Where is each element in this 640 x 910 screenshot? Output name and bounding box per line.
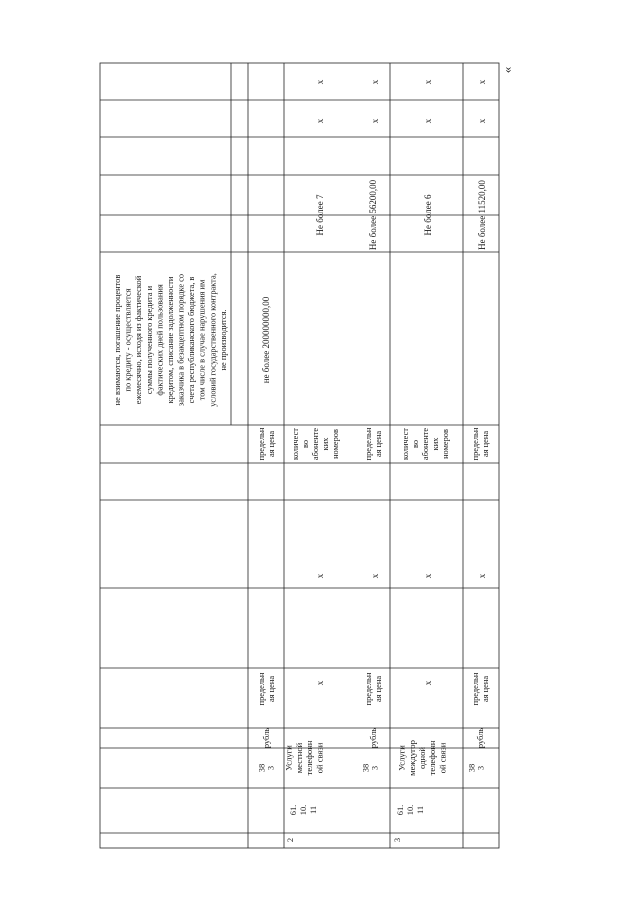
limit-price-label: [471, 427, 490, 460]
row2-mark-line: х: [315, 118, 326, 124]
limit-price-label-line: ая цена: [373, 430, 383, 458]
row2-price-value-line: Не более 56200,00: [368, 179, 379, 251]
limit-price-label-line: ая цена: [373, 675, 383, 703]
row3-mark-line: х: [477, 573, 488, 579]
row2-price-value: [368, 179, 378, 250]
limit-price-label-line: предельн: [470, 672, 480, 706]
okei-code: [257, 764, 275, 772]
row3-mark-line: х: [423, 573, 434, 579]
row3-code-line: 11: [415, 805, 425, 815]
row3-service-name-line: ой связи: [437, 742, 448, 774]
row3-price-value-line: Не более 11520,00: [477, 180, 488, 250]
row2-mark: [315, 118, 325, 123]
limit-price-label-line: ая цена: [480, 675, 490, 703]
unit-label-line: рубль: [368, 727, 378, 749]
subscriber-count-label-line: количест: [400, 428, 410, 460]
row2-subscribers-value-line: Не более 7: [315, 194, 326, 236]
row3-service-name-line: телефонн: [427, 740, 438, 776]
conditions-text-line: ежемесячно, исходя из фактической: [134, 275, 144, 405]
unit-label: [262, 728, 271, 748]
row2-mark: [370, 79, 380, 84]
max-credit-price-line: не более 200000000,00: [261, 296, 272, 384]
row3-mark: [477, 118, 487, 123]
conditions-text-line: том числе в случае нарушения им: [197, 279, 207, 401]
row2-service-name-line: Услуги: [283, 745, 294, 771]
conditions-text-line: не взимаются, погашение процентов: [112, 274, 122, 406]
row3-number: [393, 838, 402, 842]
row2-subscribers-value: [315, 194, 325, 235]
row2-mark: [370, 573, 380, 578]
row3-service-name-line: Услуги: [396, 745, 407, 771]
okei-code-line: 38: [257, 763, 267, 773]
limit-price-label-line: ая цена: [480, 430, 490, 458]
row2-number: [286, 838, 295, 842]
row3-code-line: 61.: [395, 804, 405, 816]
conditions-text-line: кредитом, списание задолженности: [165, 276, 175, 404]
row2-mark-line: х: [315, 573, 326, 579]
row2-mark-line: х: [370, 118, 381, 124]
subscriber-count-label-line: абоненте: [420, 427, 430, 461]
okei-code-line: 38: [361, 763, 371, 773]
max-credit-price: [261, 296, 271, 383]
closing-quote-mark: »: [502, 66, 518, 74]
row2-mark: [370, 118, 380, 123]
okei-code-line: 3: [266, 765, 276, 771]
limit-price-label-line: ая цена: [266, 675, 276, 703]
unit-label-line: рубль: [261, 727, 271, 749]
conditions-text-line: суммы полученного кредита и: [144, 285, 154, 395]
unit-label-line: рубль: [475, 727, 485, 749]
subscriber-count-label-line: номеров: [440, 429, 450, 459]
row2-mark-line: х: [370, 79, 381, 85]
row3-mark: [423, 573, 433, 578]
unit-label: [476, 728, 485, 748]
conditions-text-line: не производится.: [218, 309, 228, 371]
row3-code-line: 10.: [405, 804, 415, 816]
limit-price-label: [364, 672, 383, 705]
okei-code-line: 3: [370, 765, 380, 771]
limit-price-label: [471, 672, 490, 705]
conditions-text: [113, 273, 228, 407]
limit-price-label-line: предельн: [363, 672, 373, 706]
row3-price-value: [477, 180, 487, 250]
subscriber-count-label-line: во: [300, 439, 310, 449]
conditions-text-line: условий государственного контракта,: [208, 273, 218, 407]
okei-code: [467, 764, 485, 772]
row3-mark: [477, 79, 487, 84]
row2-mark: [315, 573, 325, 578]
row3-subscribers-value-line: Не более 6: [423, 194, 434, 236]
limit-price-label: [364, 427, 383, 460]
subscriber-count-label-line: количест: [290, 428, 300, 460]
row2-code-line: 61.: [288, 804, 298, 816]
conditions-text-line: фактических дней пользования: [155, 284, 165, 396]
subscriber-count-label-line: ких: [430, 437, 440, 451]
subscriber-count-label-line: во: [410, 439, 420, 449]
row2-code: [289, 805, 318, 815]
limit-price-label-line: предельн: [256, 427, 266, 461]
row2-number-line: 2: [285, 837, 295, 843]
okei-code: [361, 764, 379, 772]
row3-mark-line: х: [423, 118, 434, 124]
row3-mark-line: х: [423, 79, 434, 85]
row3-mark: [423, 79, 433, 84]
row3-mark-line: х: [477, 118, 488, 124]
conditions-text-line: заказчика в безакцептном порядке со: [176, 273, 186, 407]
okei-code-line: 3: [476, 765, 486, 771]
unit-label: [369, 728, 378, 748]
row3-number-line: 3: [392, 837, 402, 843]
okei-code-line: 38: [467, 763, 477, 773]
subscriber-count-label-line: абоненте: [310, 427, 320, 461]
row2-service-name: [284, 740, 325, 775]
limit-price-label-line: предельн: [256, 672, 266, 706]
row3-service-name-line: междугор: [406, 740, 417, 776]
subscriber-count-label-line: ких: [320, 437, 330, 451]
row2-service-name-line: местной: [293, 742, 304, 774]
row3-mark: [477, 573, 487, 578]
row2-mark-line: х: [370, 573, 381, 579]
limit-price-label-line: предельн: [470, 427, 480, 461]
row2-code-line: 11: [308, 805, 318, 815]
row3-subscribers-value: [423, 194, 433, 235]
limit-price-label: [257, 672, 276, 705]
row2-service-name-line: телефонн: [304, 740, 315, 776]
limit-price-label: [257, 427, 276, 460]
row3-mark-line: х: [477, 79, 488, 85]
row3-mark: [423, 118, 433, 123]
conditions-text-line: по кредиту - осуществляется: [123, 288, 133, 392]
subscriber-count-label-line: номеров: [330, 429, 340, 459]
subscriber-count-label: [291, 428, 340, 461]
row2-mark-line: х: [315, 79, 326, 85]
row2-mark-line: х: [315, 680, 326, 686]
limit-price-label-line: предельн: [363, 427, 373, 461]
row3-mark: [423, 680, 433, 685]
conditions-text-line: счета республиканского бюджета, в: [187, 276, 197, 404]
row3-mark-line: х: [423, 680, 434, 686]
row2-service-name-line: ой связи: [314, 742, 325, 774]
row3-service-name-line: одной: [417, 747, 428, 769]
row3-code: [396, 805, 425, 815]
limit-price-label-line: ая цена: [266, 430, 276, 458]
subscriber-count-label: [401, 428, 450, 461]
row3-service-name: [397, 740, 448, 776]
row2-code-line: 10.: [298, 804, 308, 816]
row2-mark: [315, 79, 325, 84]
row2-mark: [315, 680, 325, 685]
